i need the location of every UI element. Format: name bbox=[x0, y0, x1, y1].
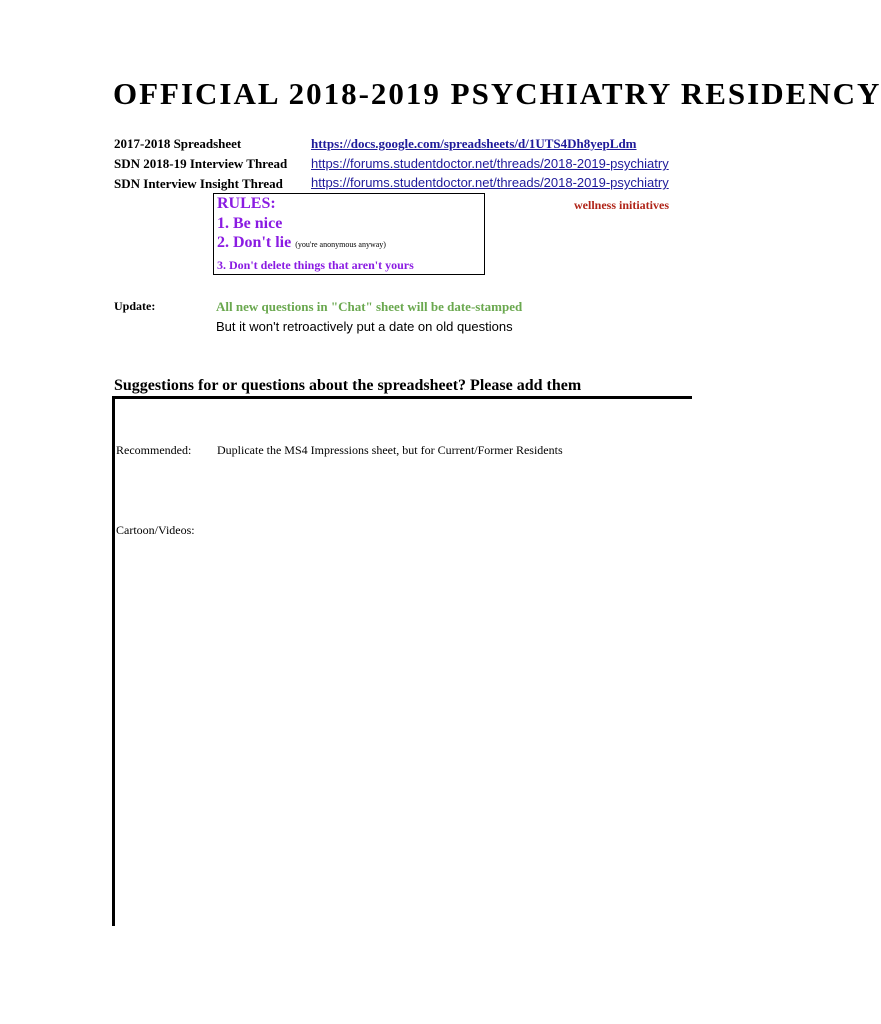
sdn-interview-thread-link[interactable]: https://forums.studentdoctor.net/threads/2018-2019-psychiatry bbox=[311, 156, 669, 171]
rules-title: RULES: bbox=[217, 195, 276, 212]
update-headline: All new questions in "Chat" sheet will be date-stamped bbox=[216, 299, 523, 314]
rule-dont-delete: 3. Don't delete things that aren't yours bbox=[217, 258, 414, 272]
rule-dont-lie bbox=[217, 234, 386, 254]
cartoon-videos-label: Cartoon/Videos: bbox=[116, 523, 195, 537]
rule-dont-lie-text: 2. Don't lie bbox=[217, 234, 292, 251]
spreadsheet-2017-label: 2017-2018 Spreadsheet bbox=[114, 136, 242, 151]
update-note: But it won't retroactively put a date on old questions bbox=[216, 319, 513, 334]
sdn-insight-thread-link[interactable]: https://forums.studentdoctor.net/threads/2018-2019-psychiatry bbox=[311, 175, 669, 190]
sdn-interview-thread-label: SDN 2018-19 Interview Thread bbox=[114, 156, 288, 171]
rule-be-nice: 1. Be nice bbox=[217, 215, 283, 232]
page-title: OFFICIAL 2018-2019 PSYCHIATRY RESIDENCY bbox=[113, 76, 881, 111]
wellness-initiatives-text: wellness initiatives bbox=[574, 198, 669, 212]
recommended-text: Duplicate the MS4 Impressions sheet, but for Current/Former Residents bbox=[217, 443, 563, 457]
rule-dont-lie-note: (you're anonymous anyway) bbox=[295, 240, 386, 249]
update-label: Update: bbox=[114, 299, 156, 313]
spreadsheet-2017-link[interactable]: https://docs.google.com/spreadsheets/d/1UTS4Dh8yepLdm bbox=[311, 136, 637, 151]
recommended-label: Recommended: bbox=[116, 443, 192, 457]
suggestions-box-top-border bbox=[112, 396, 692, 399]
rules-box bbox=[213, 193, 485, 275]
sdn-insight-thread-label: SDN Interview Insight Thread bbox=[114, 176, 283, 191]
suggestions-heading: Suggestions for or questions about the spreadsheet? Please add them bbox=[114, 377, 582, 394]
suggestions-box-left-border bbox=[112, 396, 115, 926]
